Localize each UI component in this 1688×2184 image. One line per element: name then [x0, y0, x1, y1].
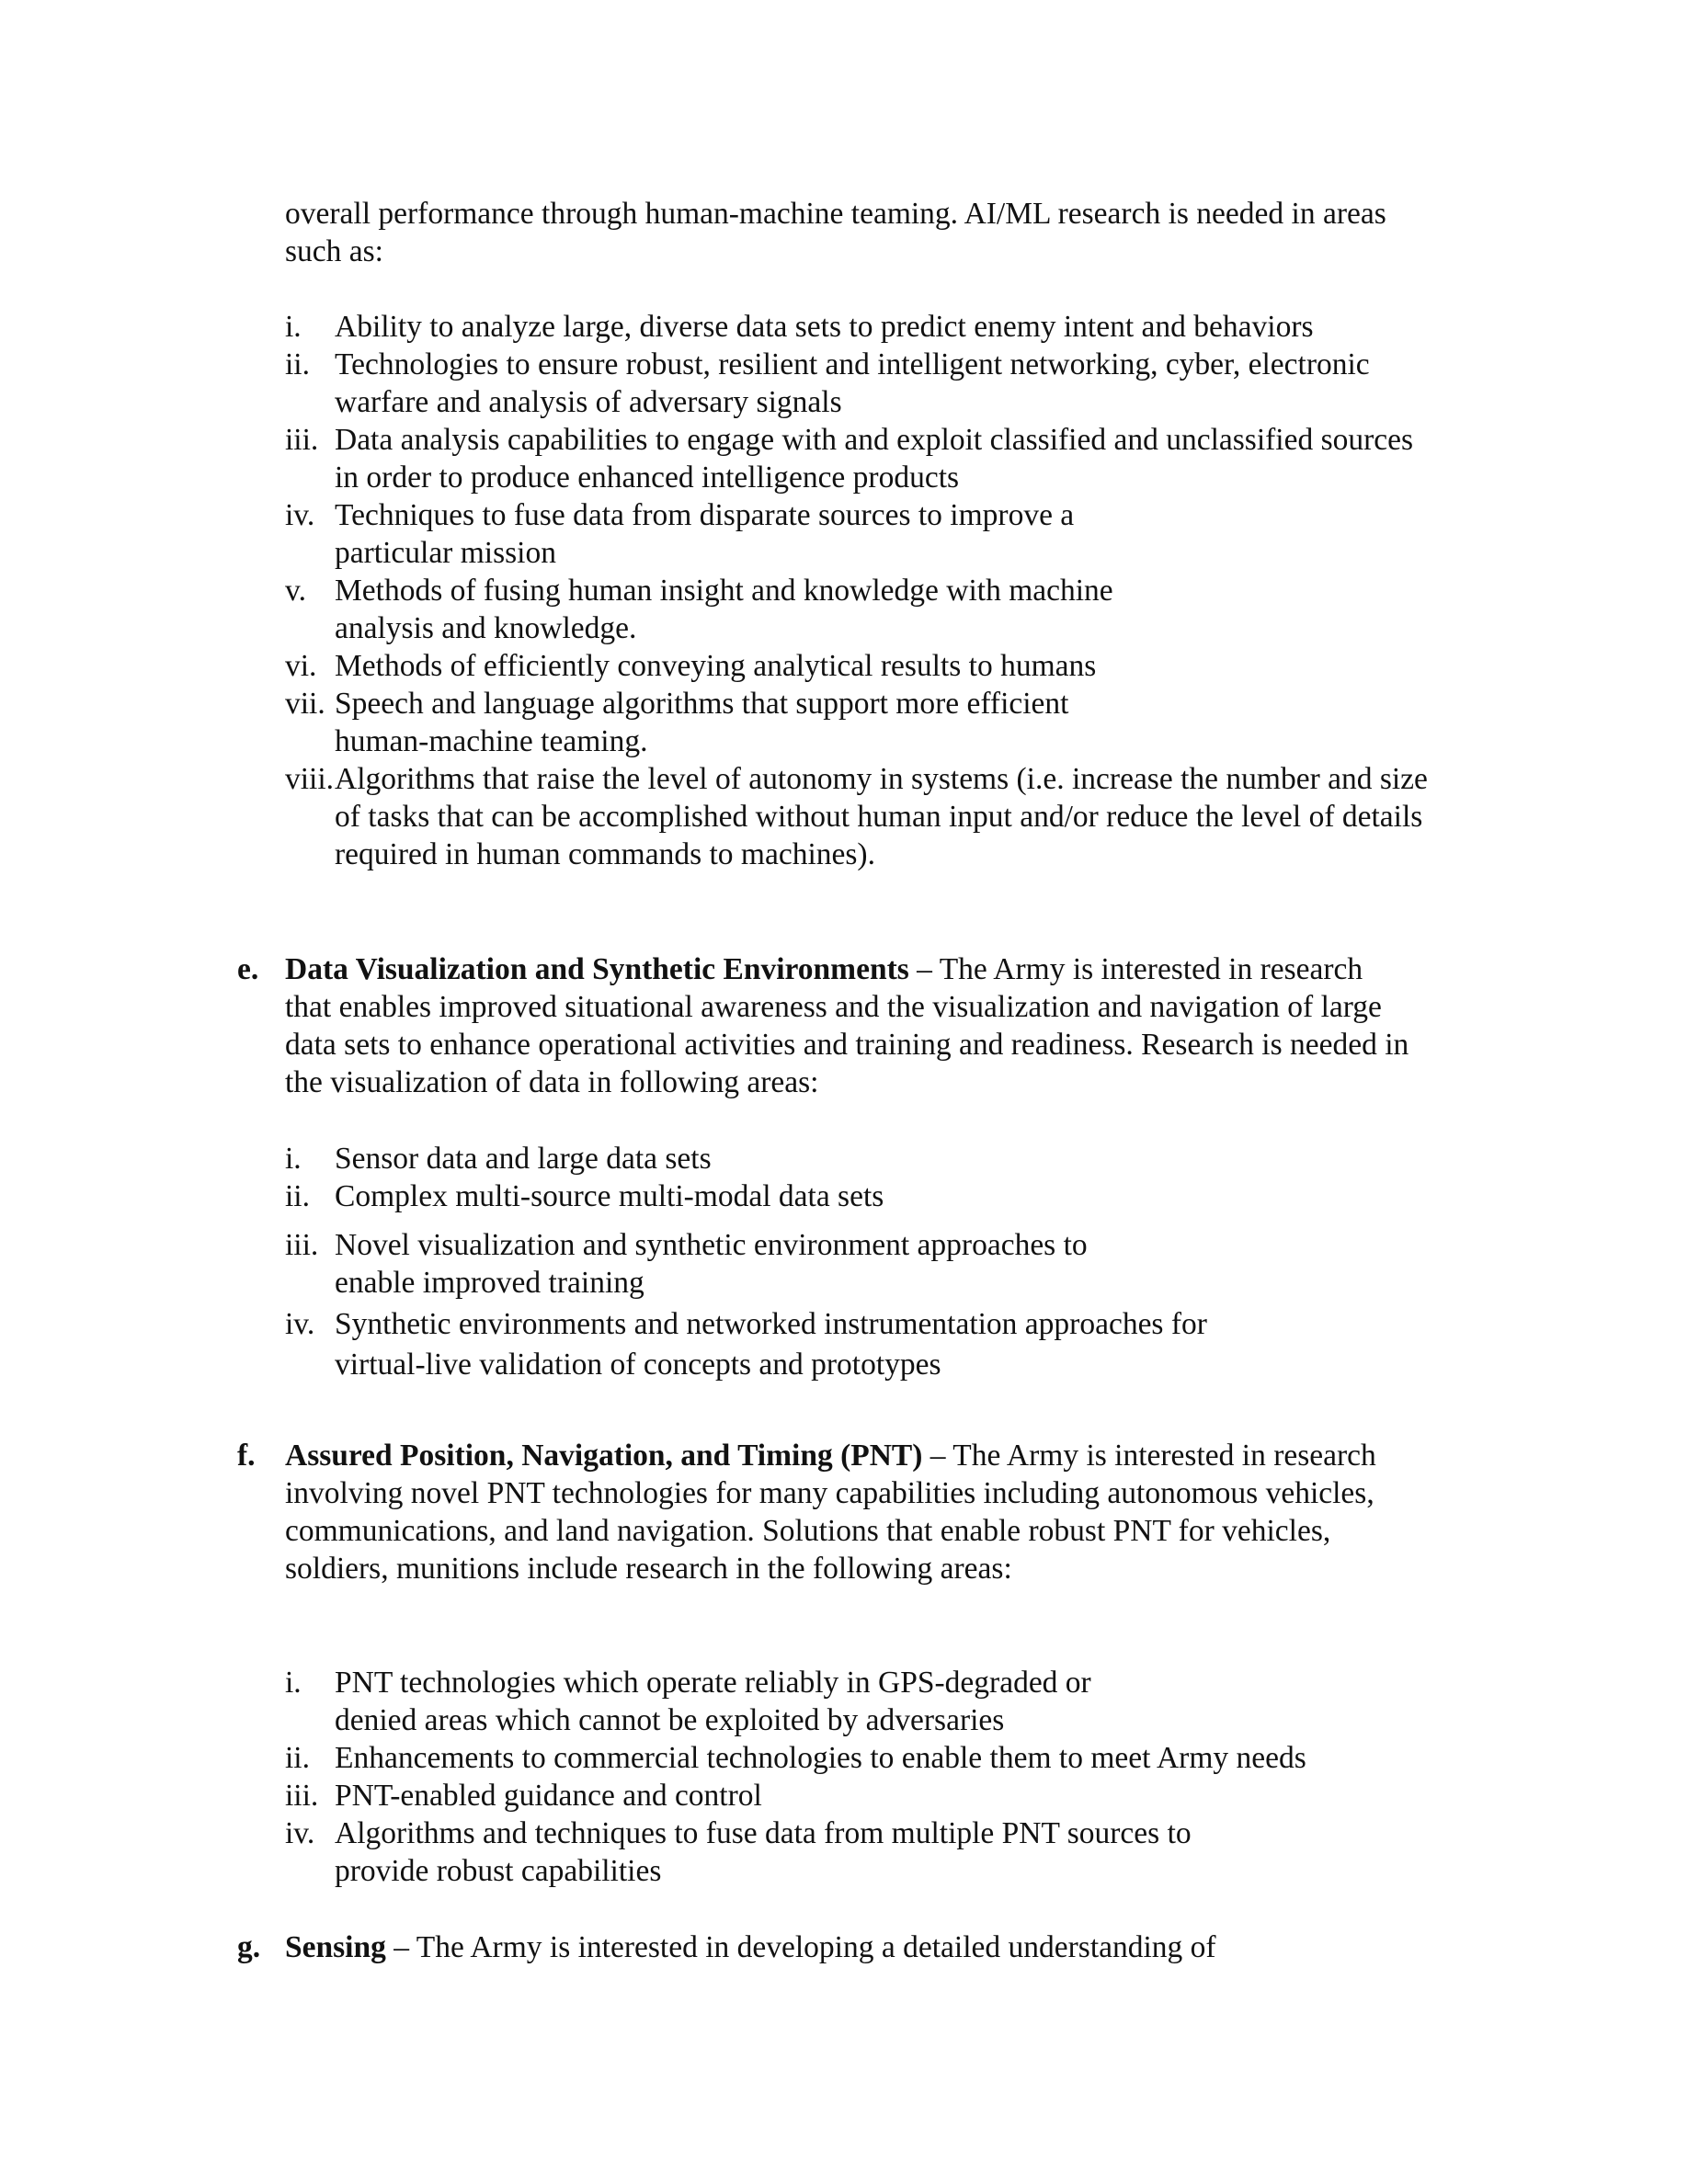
list-item [0, 496, 1144, 572]
section-paragraph [285, 1437, 1379, 1587]
section-heading: Sensing [285, 1930, 386, 1964]
list-item-text: Techniques to fuse data from disparate sources to improve a particular mission [335, 498, 1075, 570]
section-paragraph [285, 1928, 1416, 1966]
list-item [0, 1304, 1263, 1385]
list-number: i. [285, 1142, 302, 1176]
list-item-text: Data analysis capabilities to engage with and exploit classified and unclassified sources in order to produce enhanced intelligence products [335, 423, 1414, 495]
section-letter: e. [237, 952, 259, 986]
list-number: ii. [285, 1179, 310, 1213]
list-number: iii. [285, 1228, 319, 1262]
list-item-text: PNT-enabled guidance and control [335, 1779, 762, 1813]
intro-paragraph: overall performance through human-machine teaming. AI/ML research is needed in areas such as: [285, 197, 1386, 268]
list-item [0, 685, 1144, 760]
list-item-text: Novel visualization and synthetic environment approaches to enable improved training [335, 1228, 1088, 1300]
list-item [0, 308, 1438, 346]
list-number: iii. [285, 1779, 319, 1813]
list-item [0, 1177, 1438, 1215]
section-letter: g. [237, 1930, 261, 1964]
list-item-text: Algorithms and techniques to fuse data from multiple PNT sources to provide robust capabilities [335, 1816, 1192, 1888]
section-text: – The Army is interested in research involving novel PNT technologies for many capabilities including autonomous vehicles, communications, and land navigation. Solutions that enable robust PNT for vehicles, soldiers, munitions include research in the following areas: [285, 1439, 1376, 1586]
list-item [0, 1739, 1438, 1777]
ai-ml-research-list [0, 308, 1688, 873]
list-number: iv. [285, 1307, 315, 1341]
list-item [0, 346, 1438, 421]
list-item-text: Methods of fusing human insight and knowledge with machine analysis and knowledge. [335, 574, 1113, 645]
list-number: iv. [285, 498, 315, 532]
list-number: v. [285, 574, 306, 608]
section-paragraph [285, 950, 1416, 1101]
list-item-text: Algorithms that raise the level of autonomy in systems (i.e. increase the number and size of tasks that can be accomplished without human input and/or reduce the level of details required in human commands to machines). [335, 762, 1428, 871]
list-number: ii. [285, 347, 310, 381]
list-number: vii. [285, 687, 325, 721]
list-item-text: Speech and language algorithms that support more efficient human-machine teaming. [335, 687, 1069, 758]
list-item [0, 647, 1438, 685]
list-item [0, 1226, 1171, 1302]
list-item [0, 421, 1438, 496]
section-heading: Data Visualization and Synthetic Environments [285, 952, 909, 986]
list-item [0, 760, 1438, 873]
list-item-text: Enhancements to commercial technologies to enable them to meet Army needs [335, 1741, 1306, 1775]
list-item-text: Methods of efficiently conveying analytical results to humans [335, 649, 1097, 683]
list-item-text: Ability to analyze large, diverse data sets to predict enemy intent and behaviors [335, 310, 1314, 344]
list-number: iii. [285, 423, 319, 457]
list-number: i. [285, 310, 302, 344]
list-item [0, 1140, 1438, 1177]
pnt-research-list [0, 1664, 1688, 1890]
list-number: viii. [285, 762, 335, 796]
list-item-text: Technologies to ensure robust, resilient and intelligent networking, cyber, electronic warfare and analysis of adversary signals [335, 347, 1370, 419]
list-item-text: Complex multi-source multi-modal data sets [335, 1179, 884, 1213]
list-item-text: Sensor data and large data sets [335, 1142, 712, 1176]
visualization-research-list [0, 1140, 1688, 1385]
list-item [0, 1664, 1153, 1739]
list-item [0, 1777, 1438, 1814]
section-heading: Assured Position, Navigation, and Timing (PNT) [285, 1439, 923, 1473]
section-letter: f. [237, 1439, 256, 1473]
section-text: – The Army is interested in developing a detailed understanding of [385, 1930, 1216, 1964]
list-number: i. [285, 1666, 302, 1700]
section-text: – The Army is interested in research that enables improved situational awareness and the visualization and navigation of large data sets to enhance operational activities and training and readiness. Research is needed in the visualization of data in following areas: [285, 952, 1409, 1099]
list-number: iv. [285, 1816, 315, 1850]
list-item [0, 1814, 1254, 1890]
list-number: vi. [285, 649, 317, 683]
list-item-text: Synthetic environments and networked instrumentation approaches for virtual-live validation of concepts and prototypes [335, 1307, 1207, 1382]
list-number: ii. [285, 1741, 310, 1775]
list-item-text: PNT technologies which operate reliably in GPS-degraded or denied areas which cannot be exploited by adversaries [335, 1666, 1091, 1737]
list-item [0, 572, 1190, 647]
